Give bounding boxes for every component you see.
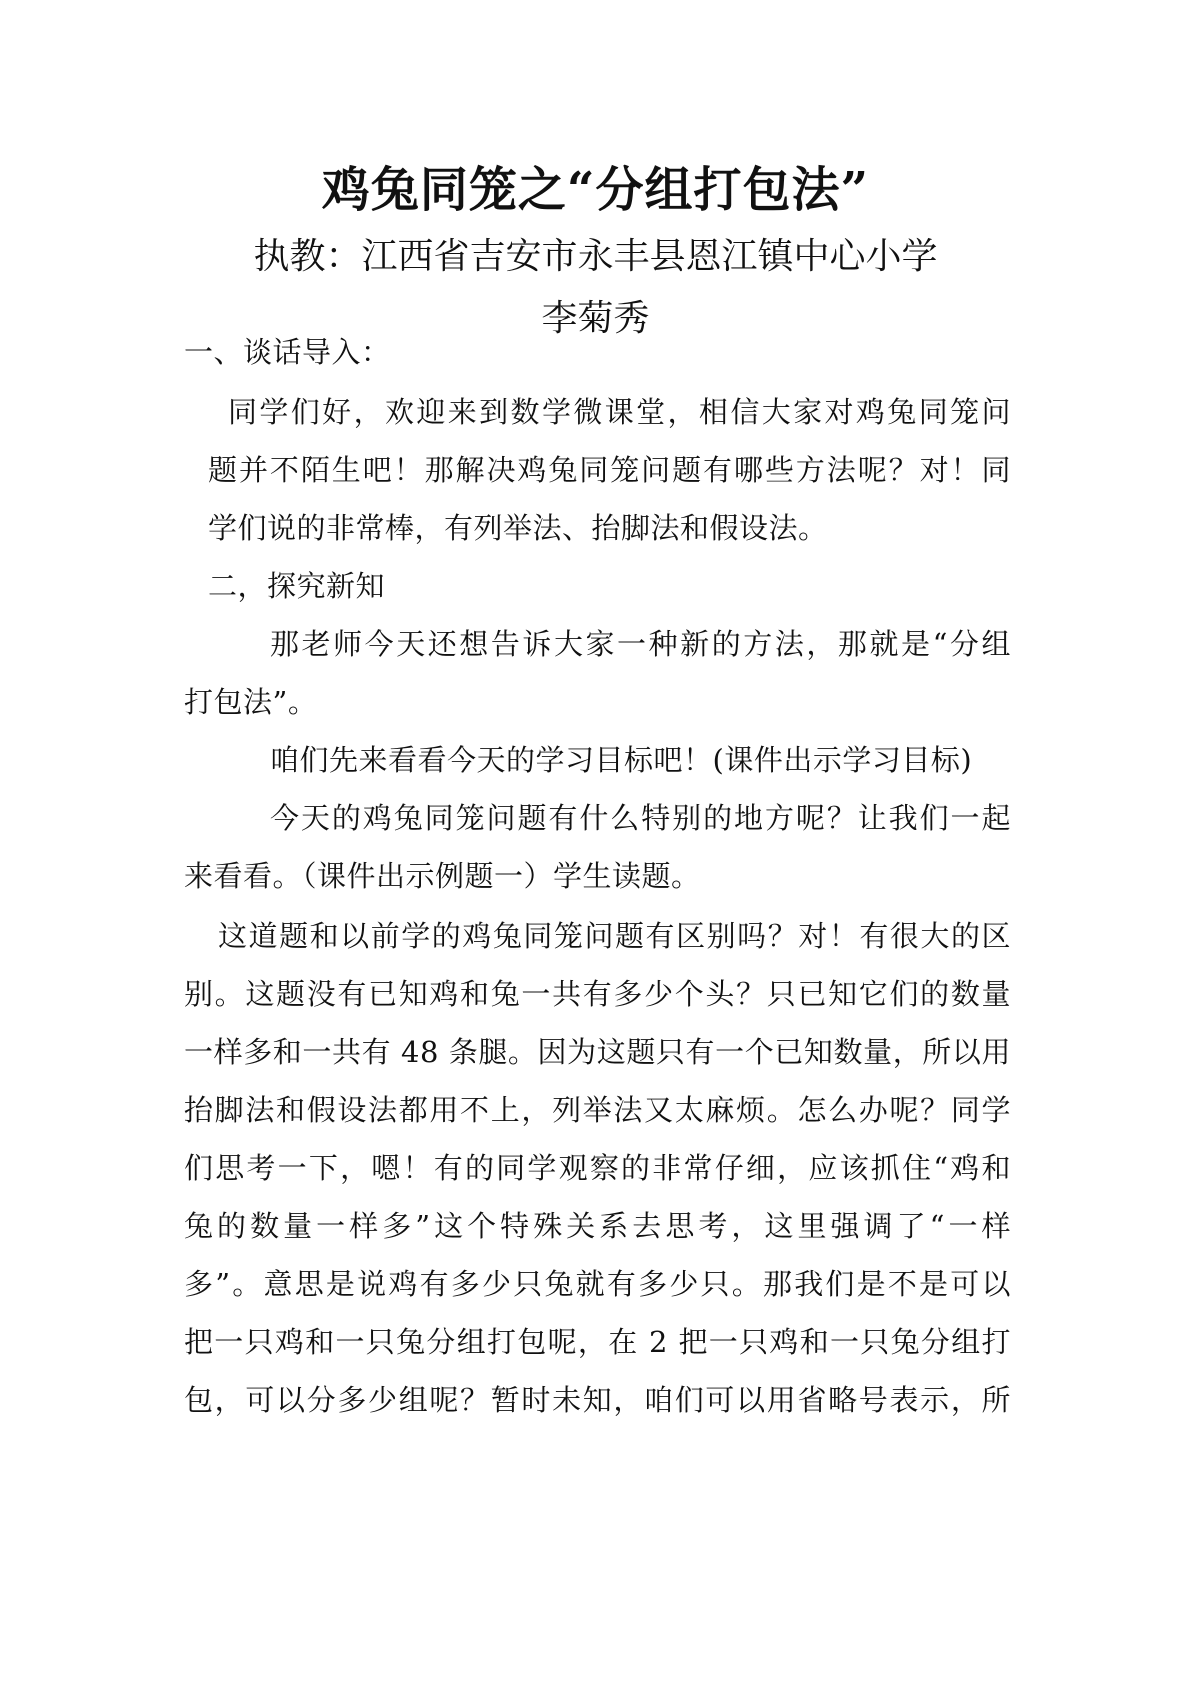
body-line: 这道题和以前学的鸡兔同笼问题有区别吗？对！有很大的区 <box>218 919 1011 953</box>
author-name: 李菊秀 <box>541 298 650 339</box>
document-title: 鸡兔同笼之“分组打包法” <box>321 162 870 218</box>
body-line: 咱们先来看看今天的学习目标吧！(课件出示学习目标) <box>270 743 973 777</box>
section-heading-intro: 一、谈话导入： <box>184 335 391 369</box>
section-heading-explore: 二，探究新知 <box>208 569 386 603</box>
body-line: 今天的鸡兔同笼问题有什么特别的地方呢？让我们一起 <box>270 801 1011 835</box>
body-line: 打包法”。 <box>184 685 318 719</box>
body-line: 们思考一下，嗯！有的同学观察的非常仔细，应该抓住“鸡和 <box>184 1151 1011 1185</box>
body-line: 别。这题没有已知鸡和兔一共有多少个头？只已知它们的数量 <box>184 977 1011 1011</box>
body-line: 来看看。（课件出示例题一）学生读题。 <box>184 859 701 893</box>
body-line: 包，可以分多少组呢？暂时未知，咱们可以用省略号表示，所 <box>184 1383 1011 1417</box>
body-line: 多”。意思是说鸡有多少只兔就有多少只。那我们是不是可以 <box>184 1267 1011 1301</box>
body-line: 学们说的非常棒，有列举法、抬脚法和假设法。 <box>208 511 828 545</box>
body-line: 抬脚法和假设法都用不上，列举法又太麻烦。怎么办呢？同学 <box>184 1093 1011 1127</box>
body-line: 一样多和一共有 48 条腿。因为这题只有一个已知数量，所以用 <box>184 1035 1011 1069</box>
author-school: 执教：江西省吉安市永丰县恩江镇中心小学 <box>253 236 938 277</box>
body-line: 兔的数量一样多”这个特殊关系去思考，这里强调了“一样 <box>184 1209 1011 1243</box>
body-line: 题并不陌生吧！那解决鸡兔同笼问题有哪些方法呢？对！同 <box>208 453 1011 487</box>
body-line: 那老师今天还想告诉大家一种新的方法，那就是“分组 <box>270 627 1011 661</box>
body-line: 把一只鸡和一只兔分组打包呢，在 2 把一只鸡和一只兔分组打 <box>184 1325 1011 1359</box>
body-line: 同学们好，欢迎来到数学微课堂，相信大家对鸡兔同笼问 <box>228 395 1011 429</box>
